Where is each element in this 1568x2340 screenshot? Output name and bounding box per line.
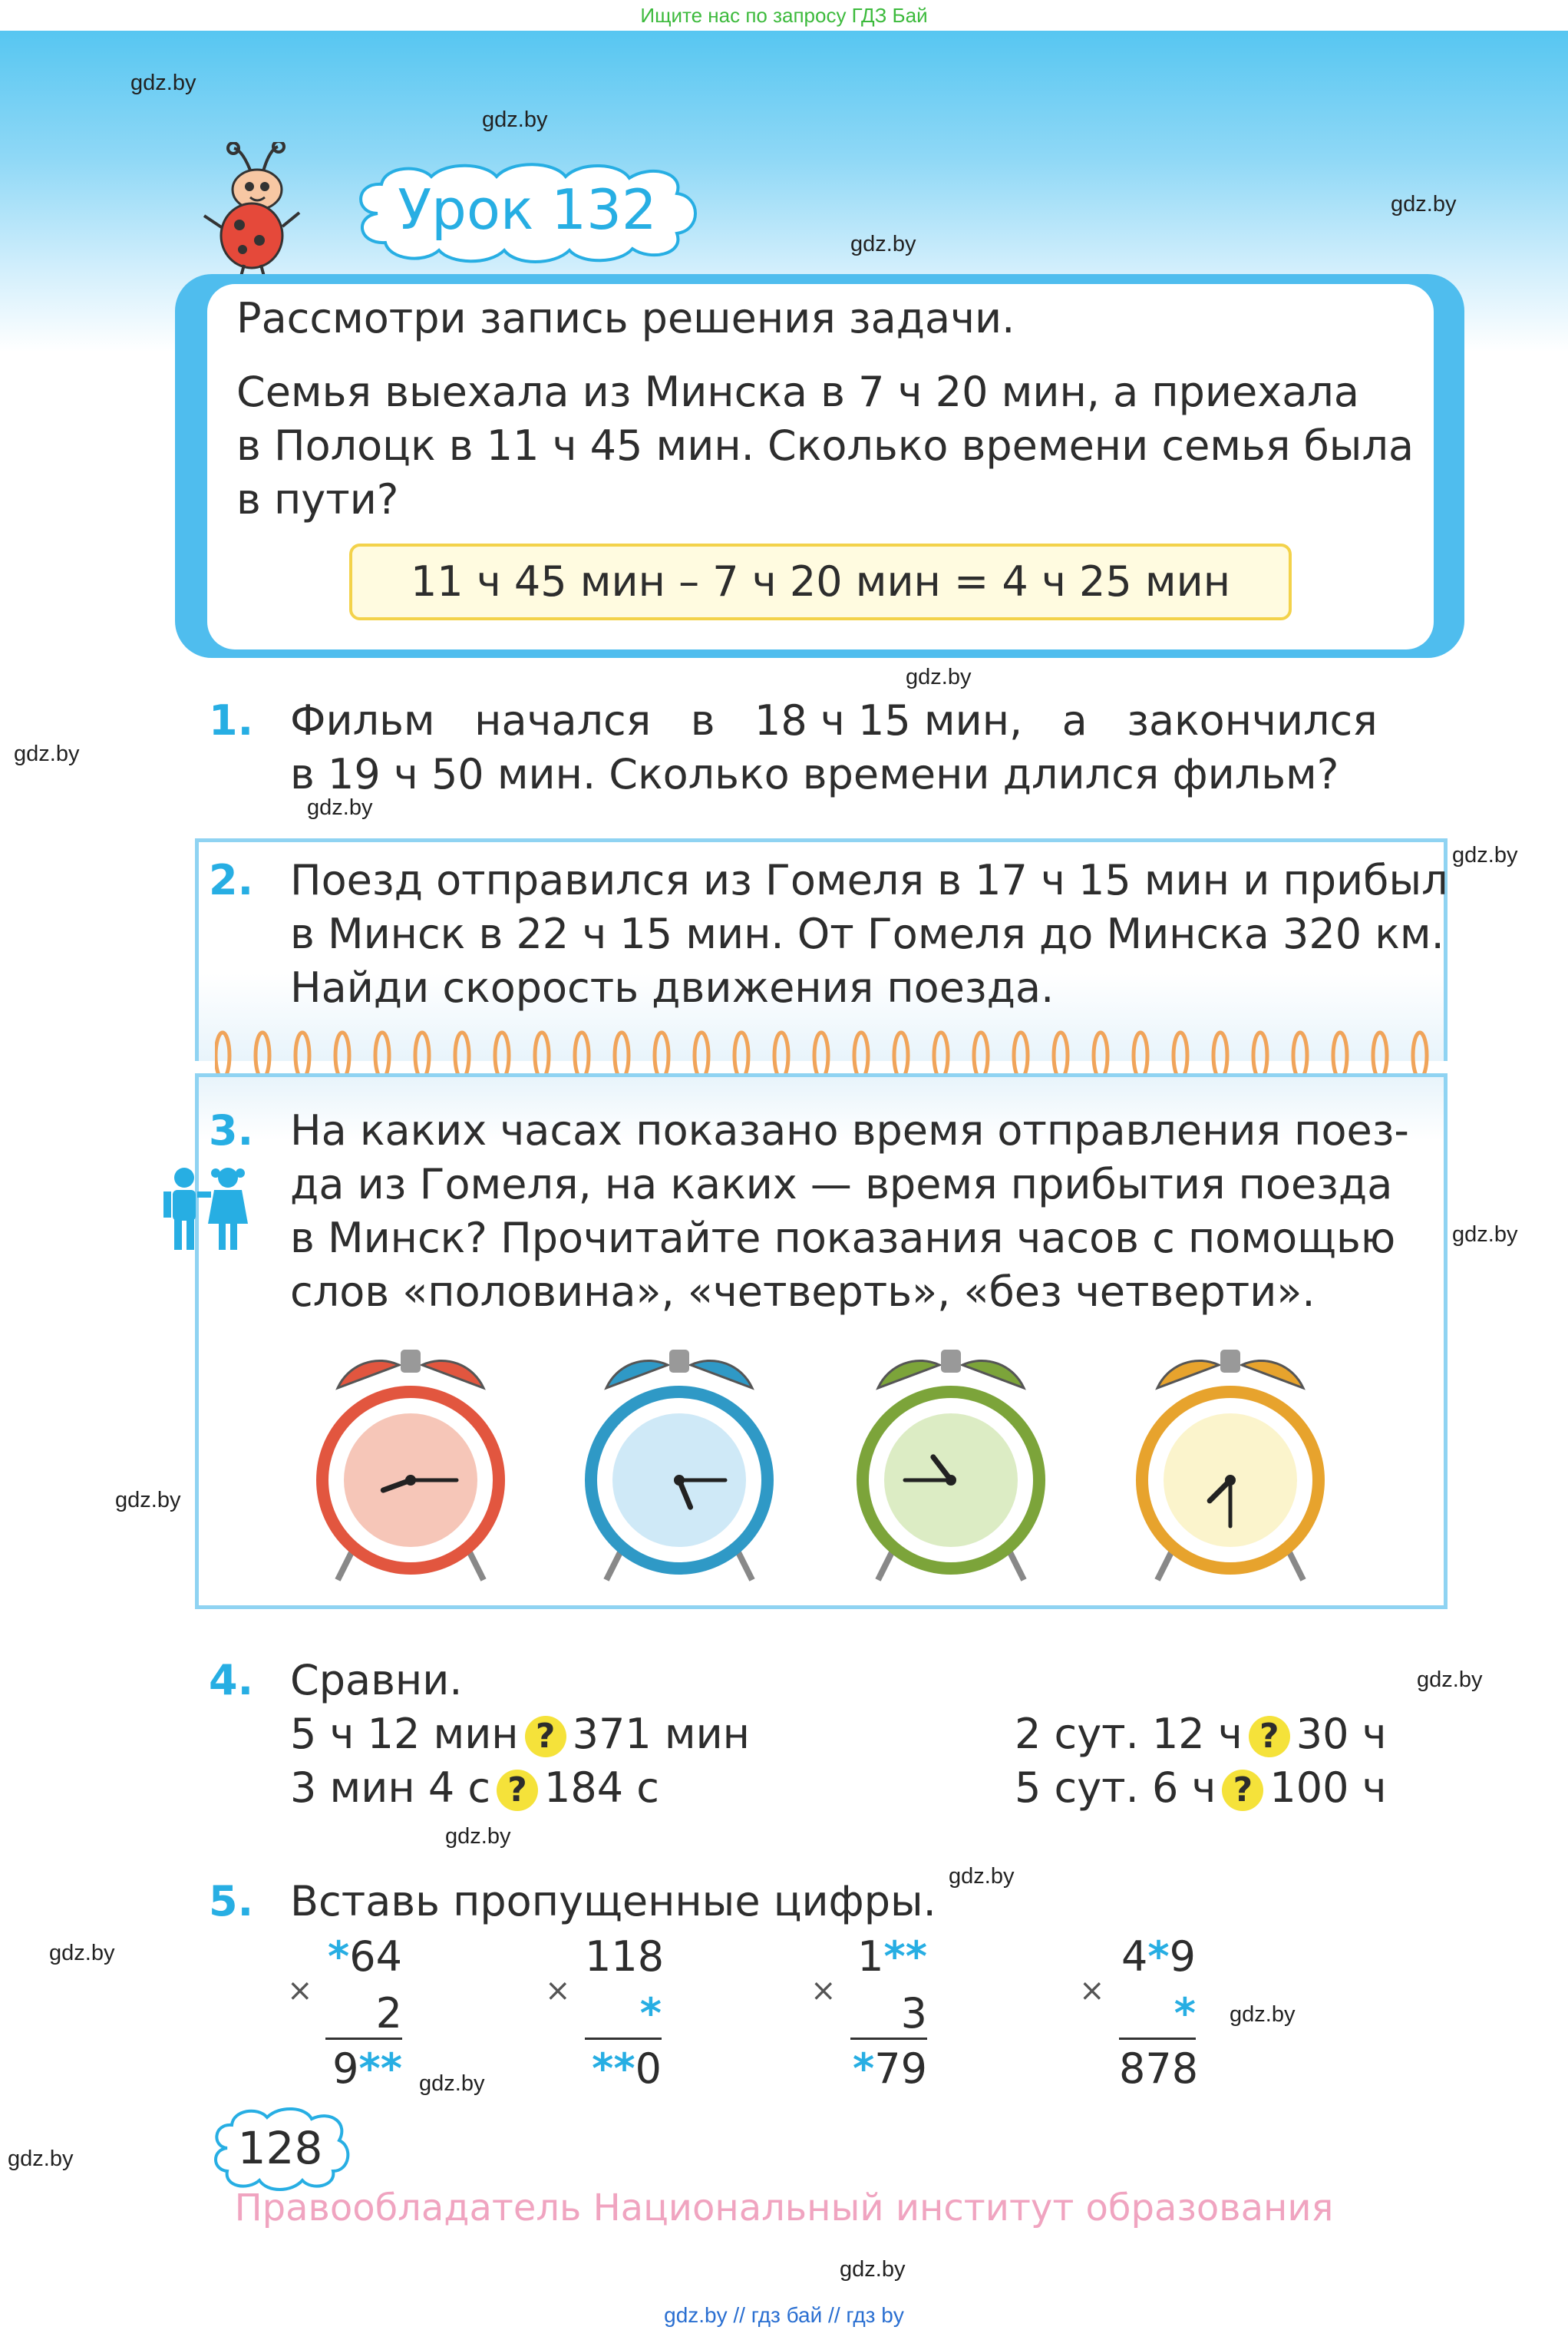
- clock-leg: [1157, 1549, 1173, 1580]
- missing-digit[interactable]: *: [328, 1932, 350, 1981]
- clock-bell: [606, 1360, 668, 1388]
- missing-digit[interactable]: *: [358, 2044, 381, 2093]
- spiral-ring: [774, 1033, 788, 1079]
- watermark: gdz.by: [130, 71, 196, 95]
- clock-bell: [338, 1360, 399, 1388]
- missing-digit[interactable]: *: [1147, 1932, 1170, 1981]
- watermark: gdz.by: [1230, 2002, 1296, 2027]
- ladybug-mascot-icon: [192, 142, 307, 280]
- product: *79: [853, 2044, 927, 2093]
- spiral-ring: [1293, 1033, 1307, 1079]
- example-heading: Рассмотри запись решения задачи.: [236, 294, 1015, 342]
- task-2-line: в Минск в 22 ч 15 мин. От Гомеля до Минска 320 км.: [290, 910, 1444, 958]
- product-line: [850, 2038, 927, 2040]
- task-number: 4.: [209, 1656, 254, 1704]
- missing-digit[interactable]: *: [905, 1932, 927, 1981]
- clock-bell: [962, 1360, 1024, 1388]
- spiral-ring: [295, 1033, 309, 1079]
- clock-bell: [878, 1360, 939, 1388]
- missing-digit[interactable]: *: [592, 2044, 614, 2093]
- compare-row: [1015, 1761, 1387, 1815]
- compare-question-mark[interactable]: ?: [1222, 1770, 1263, 1811]
- clock-bell: [691, 1360, 752, 1388]
- spiral-ring: [375, 1033, 389, 1079]
- clock-leg: [468, 1549, 484, 1580]
- missing-digit[interactable]: *: [883, 1932, 906, 1981]
- watermark: gdz.by: [840, 2257, 906, 2282]
- clock-center: [674, 1475, 685, 1486]
- watermark: gdz.by: [49, 1941, 115, 1965]
- spiral-ring: [1014, 1033, 1028, 1079]
- spiral-ring: [495, 1033, 509, 1079]
- spiral-ring: [1174, 1033, 1187, 1079]
- compare-question-mark[interactable]: ?: [1249, 1716, 1290, 1757]
- watermark: gdz.by: [8, 2147, 74, 2171]
- product-line: [585, 2038, 662, 2040]
- compare-right: 30 ч: [1296, 1710, 1387, 1758]
- spiral-ring: [1373, 1033, 1387, 1079]
- spiral-ring: [734, 1033, 748, 1079]
- multiplier: 3: [900, 1989, 927, 2038]
- spiral-ring: [415, 1033, 429, 1079]
- clock-center: [1225, 1475, 1236, 1486]
- task-5-heading: Вставь пропущенные цифры.: [290, 1877, 936, 1925]
- watermark: gdz.by: [482, 107, 548, 132]
- compare-left: 5 ч 12 мин: [290, 1710, 519, 1758]
- example-problem-line: в Полоцк в 11 ч 45 мин. Сколько времени семья была: [236, 421, 1415, 470]
- task-3-line: На каких часах показано время отправления поез-: [290, 1106, 1409, 1155]
- compare-left: 5 сут. 6 ч: [1015, 1763, 1216, 1812]
- watermark: gdz.by: [307, 795, 373, 820]
- task-1-line: Фильм начался в 18 ч 15 мин, а закончился: [290, 696, 1378, 745]
- alarm-clock-icon: [1134, 1334, 1326, 1588]
- spiral-ring: [695, 1033, 708, 1079]
- watermark: gdz.by: [14, 742, 80, 766]
- spiral-ring: [1094, 1033, 1108, 1079]
- lesson-title: Урок 132: [398, 177, 657, 242]
- compare-left: 3 мин 4 с: [290, 1763, 491, 1812]
- task-4-heading: Сравни.: [290, 1656, 463, 1704]
- clock-leg: [606, 1549, 622, 1580]
- compare-row: [1015, 1707, 1387, 1761]
- spiral-ring: [854, 1033, 868, 1079]
- spiral-ring: [216, 1033, 229, 1079]
- product-line: [325, 2038, 402, 2040]
- spiral-ring: [934, 1033, 948, 1079]
- spiral-ring: [1134, 1033, 1147, 1079]
- compare-right: 184 с: [544, 1763, 659, 1812]
- top-search-note: Ищите нас по запросу ГДЗ Бай: [0, 0, 1568, 31]
- clock-knob: [941, 1350, 961, 1373]
- task-3-line: слов «половина», «четверть», «без четверти».: [290, 1268, 1315, 1316]
- example-equation: 11 ч 45 мин – 7 ч 20 мин = 4 ч 25 мин: [349, 544, 1292, 620]
- spiral-ring: [1213, 1033, 1227, 1079]
- alarm-clock-icon: [315, 1334, 507, 1588]
- watermark: gdz.by: [419, 2071, 485, 2096]
- clock-leg: [1288, 1549, 1303, 1580]
- compare-right: 371 мин: [572, 1710, 750, 1758]
- compare-row: [290, 1707, 750, 1761]
- spiral-ring: [974, 1033, 988, 1079]
- spiral-ring: [1253, 1033, 1267, 1079]
- missing-digit[interactable]: *: [380, 2044, 402, 2093]
- product: 9**: [332, 2044, 402, 2093]
- watermark: gdz.by: [115, 1488, 181, 1512]
- watermark: gdz.by: [1391, 192, 1457, 216]
- alarm-clock-icon: [583, 1334, 775, 1588]
- task-2-line: Поезд отправился из Гомеля в 17 ч 15 мин и прибыл: [290, 856, 1448, 904]
- watermark: gdz.by: [850, 232, 916, 256]
- spiral-ring: [535, 1033, 549, 1079]
- spiral-ring: [894, 1033, 908, 1079]
- times-sign: ×: [287, 1973, 313, 2008]
- multiplier: [585, 1987, 662, 2041]
- spiral-ring: [655, 1033, 668, 1079]
- example-problem-line: в пути?: [236, 475, 399, 524]
- clock-center: [405, 1475, 416, 1486]
- example-problem-line: Семья выехала из Минска в 7 ч 20 мин, а приехала: [236, 368, 1359, 416]
- multiplicand: 4*9: [1121, 1932, 1196, 1981]
- watermark: gdz.by: [1452, 843, 1518, 868]
- watermark: gdz.by: [445, 1824, 511, 1849]
- spiral-ring: [814, 1033, 828, 1079]
- product-line: [1119, 2038, 1196, 2040]
- spiral-ring: [1054, 1033, 1068, 1079]
- missing-digit[interactable]: *: [1174, 1989, 1196, 2038]
- product: **0: [592, 2044, 662, 2093]
- times-sign: ×: [545, 1973, 571, 2008]
- multiplicand: *64: [328, 1932, 402, 1981]
- watermark: gdz.by: [906, 665, 972, 689]
- spiral-ring: [335, 1033, 349, 1079]
- clock-knob: [1220, 1350, 1240, 1373]
- missing-digit[interactable]: *: [613, 2044, 635, 2093]
- task-number: 1.: [209, 696, 254, 745]
- clock-leg: [338, 1549, 353, 1580]
- missing-digit[interactable]: *: [853, 2044, 875, 2093]
- product: 878: [1119, 2044, 1199, 2093]
- task-3-line: да из Гомеля, на каких — время прибытия поезда: [290, 1160, 1393, 1208]
- clock-bell: [422, 1360, 484, 1388]
- times-sign: ×: [810, 1973, 837, 2008]
- clock-leg: [737, 1549, 752, 1580]
- clock-center: [946, 1475, 956, 1486]
- task-1-line: в 19 ч 50 мин. Сколько времени длился фильм?: [290, 750, 1339, 798]
- missing-digit[interactable]: *: [639, 1989, 662, 2038]
- compare-question-mark[interactable]: ?: [497, 1770, 538, 1811]
- task-number: 5.: [209, 1877, 254, 1925]
- spiral-ring: [1413, 1033, 1427, 1079]
- alarm-clock-icon: [855, 1334, 1047, 1588]
- task-number: 3.: [209, 1106, 254, 1155]
- spiral-ring: [455, 1033, 469, 1079]
- multiplicand: 1**: [857, 1932, 927, 1981]
- clock-leg: [1008, 1549, 1024, 1580]
- spiral-ring: [256, 1033, 269, 1079]
- task-3-line: в Минск? Прочитайте показания часов с помощью: [290, 1214, 1396, 1262]
- multiplier: 2: [375, 1989, 402, 2038]
- spiral-ring: [615, 1033, 629, 1079]
- compare-row: [290, 1761, 659, 1815]
- times-sign: ×: [1079, 1973, 1105, 2008]
- watermark: gdz.by: [1452, 1222, 1518, 1247]
- clock-knob: [669, 1350, 689, 1373]
- page-number: 128: [237, 2122, 323, 2174]
- multiplicand: 118: [585, 1932, 665, 1981]
- clock-bell: [1242, 1360, 1303, 1388]
- clock-leg: [878, 1549, 893, 1580]
- spiral-ring: [575, 1033, 589, 1079]
- multiplier: [1119, 1987, 1196, 2041]
- pair-work-kids-icon: [157, 1167, 257, 1251]
- spiral-ring: [1333, 1033, 1347, 1079]
- compare-left: 2 сут. 12 ч: [1015, 1710, 1243, 1758]
- copyright-notice: Правообладатель Национальный институт образования: [234, 2186, 1334, 2229]
- footer-links[interactable]: gdz.by // гдз бай // гдз by: [664, 2303, 904, 2327]
- clock-bell: [1157, 1360, 1219, 1388]
- watermark: gdz.by: [949, 1864, 1015, 1889]
- watermark: gdz.by: [1417, 1667, 1483, 1692]
- task-2-line: Найди скорость движения поезда.: [290, 963, 1055, 1012]
- compare-right: 100 ч: [1269, 1763, 1387, 1812]
- compare-question-mark[interactable]: ?: [525, 1716, 566, 1757]
- clock-knob: [401, 1350, 421, 1373]
- task-number: 2.: [209, 856, 254, 904]
